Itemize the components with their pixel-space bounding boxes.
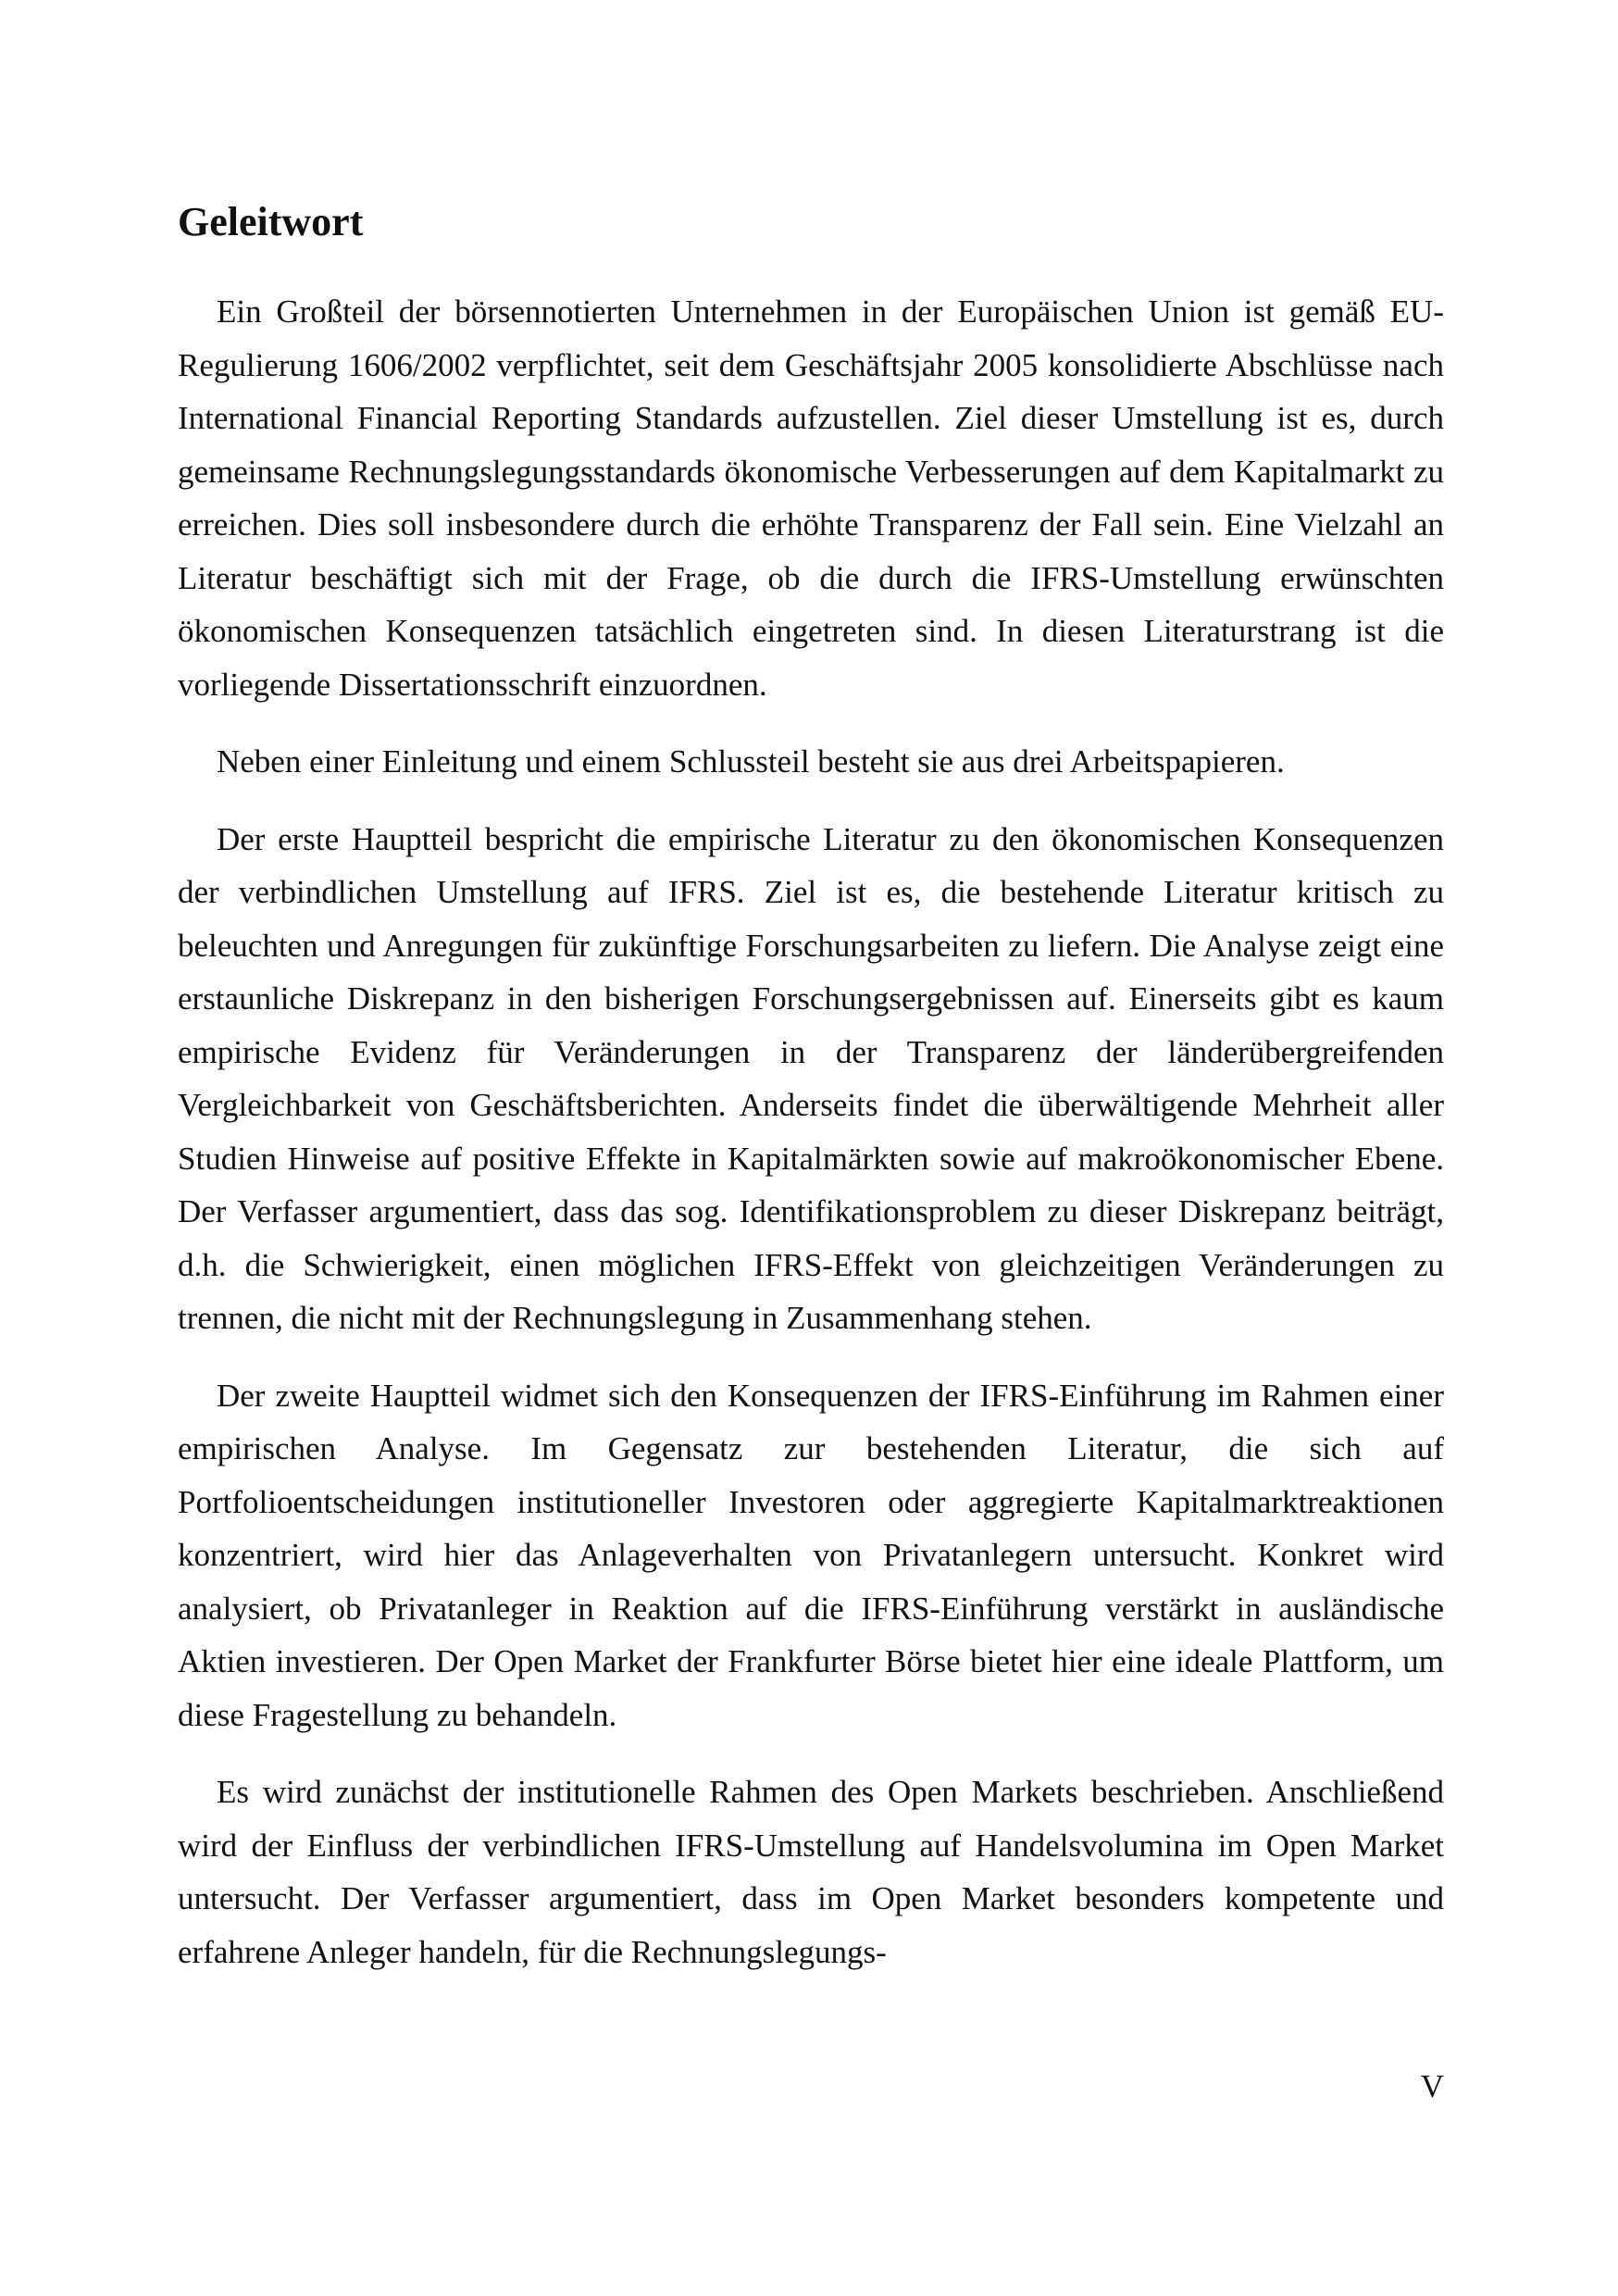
paragraph-open-market: Es wird zunächst der institutionelle Rahmen des Open Markets beschrieben. Anschließend wird der Einfluss der verbindlichen IFRS-Umstellung auf Handelsvolumina im Open Market untersucht. Der Verfasser argumentiert, dass im Open Market besonders kompetente und erfahrene Anleger handeln, für die Rechnungslegungs-: [178, 1774, 1444, 1970]
paragraph-second-main-part: Der zweite Hauptteil widmet sich den Konsequenzen der IFRS-Einführung im Rahmen einer empirischen Analyse. Im Gegensatz zur bestehenden Literatur, die sich auf Portfolioentscheidungen institutioneller Investoren oder aggregierte Kapitalmarktreaktionen konzentriert, wird hier das Anlageverhalten von Privatanlegern untersucht. Konkret wird analysiert, ob Privatanleger in Reaktion auf die IFRS-Einführung verstärkt in ausländische Aktien investieren. Der Open Market der Frankfurter Börse bietet hier eine ideale Plattform, um diese Fragestellung zu behandeln.: [178, 1377, 1444, 1733]
page-title: Geleitwort: [178, 199, 364, 244]
paragraph-first-main-part: Der erste Hauptteil bespricht die empirische Literatur zu den ökonomischen Konsequenzen der verbindlichen Umstellung auf IFRS. Ziel ist es, die bestehende Literatur kritisch zu beleuchten und Anregungen für zukünftige Forschungsarbeiten zu liefern. Die Analyse zeigt eine erstaunliche Diskrepanz in den bisherigen Forschungsergebnissen auf. Einerseits gibt es kaum empirische Evidenz für Veränderungen in der Transparenz der länderübergreifenden Vergleichbarkeit von Geschäftsberichten. Anderseits findet die überwältigende Mehrheit aller Studien Hinweise auf positive Effekte in Kapitalmärkten sowie auf makroökonomischer Ebene. Der Verfasser argumentiert, dass das sog. Identifikationsproblem zu dieser Diskrepanz beiträgt, d.h. die Schwierigkeit, einen möglichen IFRS-Effekt von gleichzeitigen Veränderungen zu trennen, die nicht mit der Rechnungslegung in Zusammenhang stehen.: [178, 820, 1444, 1336]
body-text: [178, 285, 1444, 2003]
paragraph-structure: Neben einer Einleitung und einem Schlussteil besteht sie aus drei Arbeitspapieren.: [217, 743, 1285, 780]
paragraph-intro: Ein Großteil der börsennotierten Unternehmen in der Europäischen Union ist gemäß EU-Regulierung 1606/2002 verpflichtet, seit dem Geschäftsjahr 2005 konsolidierte Abschlüsse nach International Financial Reporting Standards aufzustellen. Ziel dieser Umstellung ist es, durch gemeinsame Rechnungslegungsstandards ökonomische Verbesserungen auf dem Kapitalmarkt zu erreichen. Dies soll insbesondere durch die erhöhte Transparenz der Fall sein. Eine Vielzahl an Literatur beschäftigt sich mit der Frage, ob die durch die IFRS-Umstellung erwünschten ökonomischen Konsequenzen tatsächlich eingetreten sind. In diesen Literaturstrang ist die vorliegende Dissertationsschrift einzuordnen.: [178, 293, 1444, 703]
page-number: V: [1420, 2068, 1444, 2104]
